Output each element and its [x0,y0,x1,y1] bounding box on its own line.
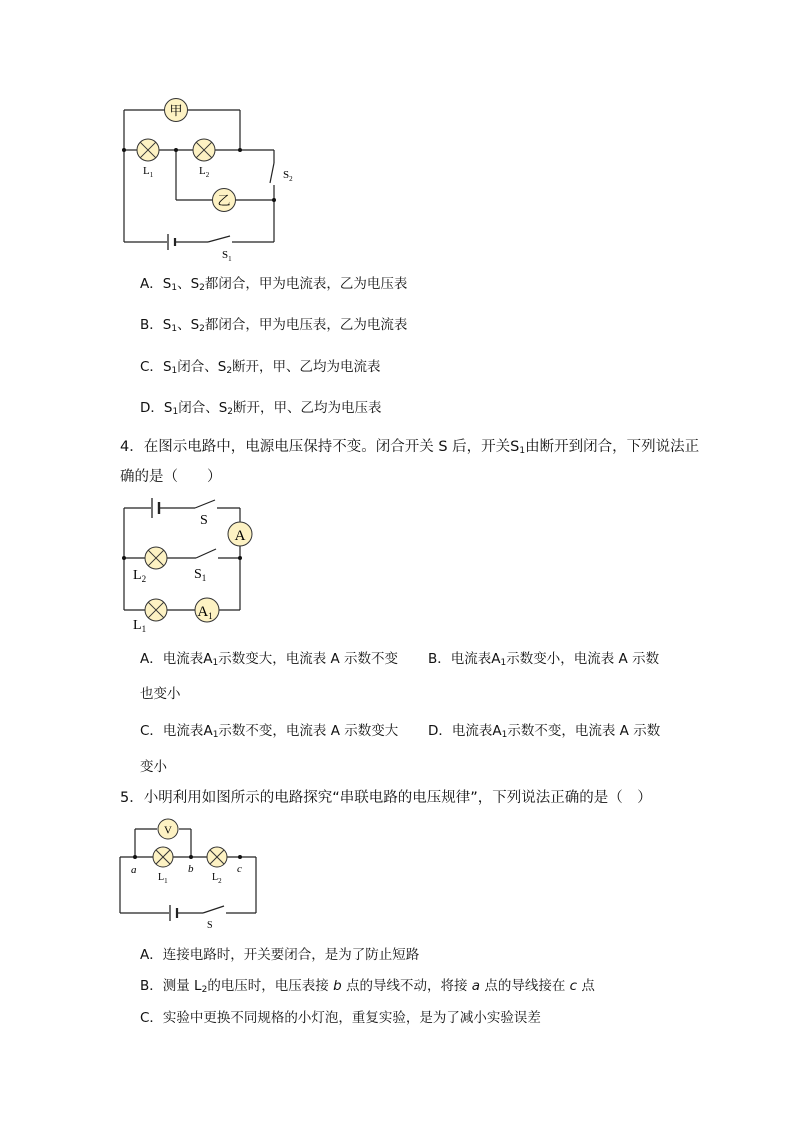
label-l2: $L_2$ [199,165,210,179]
label-s: S [200,513,208,528]
lamp-l1 [137,139,159,161]
q4-option-b-continued: 也变小 [140,686,181,702]
q4-option-d-continued: 变小 [140,759,167,775]
lamp-l2 [193,139,215,161]
circuit-figure-2 [110,490,270,635]
lamp-l2 [145,547,167,569]
meter-jia [165,99,188,122]
q3-option-b: B．$S_1$、$S_2$都闭合，甲为电压表，乙为电流表 [140,317,408,334]
voltmeter-v [158,819,178,839]
lamp-l1 [145,599,167,621]
q5-option-c: C．实验中更换不同规格的小灯泡，重复实验，是为了减小实验误差 [140,1010,541,1026]
circuit-figure-3 [110,815,270,931]
q5-option-a: A．连接电路时，开关要闭合，是为了防止短路 [140,947,420,963]
q5-stem: 5．小明利用如图所示的电路探究“串联电路的电压规律”，下列说法正确的是（ ） [120,790,652,806]
label-s: S [207,920,213,931]
label-s1: $S_1$ [194,567,207,583]
q4-option-c: C．电流表$A_1$示数不变，电流表 A 示数变大 [140,723,399,740]
point-c-label: c [237,863,242,875]
lamp-l2 [207,847,227,867]
svg-text:乙: 乙 [217,194,231,209]
q3-option-d: D．$S_1$闭合、$S_2$断开，甲、乙均为电压表 [140,400,382,417]
lamp-l1 [153,847,173,867]
q3-option-c: C．$S_1$闭合、$S_2$断开，甲、乙均为电流表 [140,359,381,376]
meter-yi [213,189,236,212]
label-l2: $L_2$ [212,872,222,885]
q3-option-a: A．$S_1$、$S_2$都闭合，甲为电流表，乙为电压表 [140,276,408,293]
label-s2: $S_2$ [283,169,293,183]
point-b-label: b [188,863,194,875]
svg-text:甲: 甲 [169,104,183,119]
q4-stem-line2: 确的是（ ） [120,469,222,485]
svg-text:V: V [164,824,172,837]
q4-option-d: D．电流表$A_1$示数不变，电流表 A 示数 [428,723,661,740]
q4-option-a: A．电流表$A_1$示数变大，电流表 A 示数不变 [140,651,399,668]
ammeter-a [228,522,252,546]
label-l2: $L_2$ [133,568,147,584]
circuit-figure-1 [110,90,310,265]
label-l1: $L_1$ [133,618,147,634]
label-s1: $S_1$ [222,249,232,263]
point-a-label: a [131,864,137,876]
label-l1: $L_1$ [143,165,154,179]
label-l1: $L_1$ [158,872,168,885]
q4-stem-line1: 4．在图示电路中，电源电压保持不变。闭合开关 S 后，开关$S_1$由断开到闭合，下列说法正 [120,439,700,456]
svg-text:A1: $A_1$ [197,604,213,621]
q4-option-b: B．电流表$A_1$示数变小，电流表 A 示数 [428,651,660,668]
ammeter-a1 [195,598,219,622]
q5-option-b: B．测量 $L_2$的电压时，电压表接 b 点的导线不动，将接 a 点的导线接在 c 点 [140,978,595,995]
svg-text:A: A [234,528,246,544]
